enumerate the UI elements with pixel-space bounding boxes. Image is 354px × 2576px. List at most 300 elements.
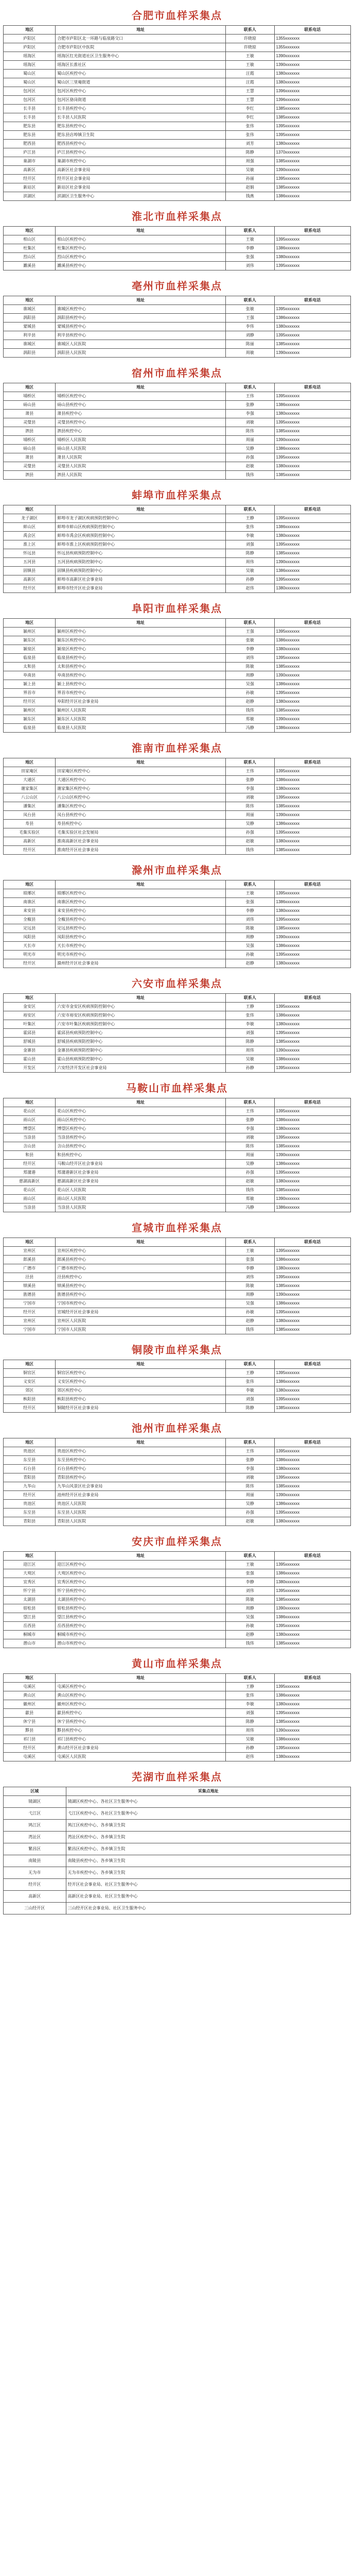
region-cell: 休宁县	[4, 1718, 56, 1726]
table-row	[4, 392, 351, 401]
phone-cell: 1355xxxxxxx	[274, 43, 351, 52]
region-cell: 凤台县	[4, 811, 56, 820]
column-header: 地址	[56, 1674, 226, 1683]
column-header: 联系人	[226, 619, 275, 628]
region-cell: 灵璧县	[4, 462, 56, 471]
region-cell: 泗县	[4, 471, 56, 480]
phone-cell: 1390xxxxxxx	[274, 933, 351, 942]
table-row	[4, 1177, 351, 1186]
region-cell: 含山县	[4, 1142, 56, 1151]
phone-cell: 1380xxxxxxx	[274, 1177, 351, 1186]
address-cell: 田家庵区疾控中心	[56, 767, 226, 776]
address-cell: 颍州区疾控中心	[56, 628, 226, 636]
region-cell: 全椒县	[4, 916, 56, 924]
section-title: 阜阳市血样采集点	[132, 603, 222, 615]
phone-cell: 1396xxxxxxx	[274, 87, 351, 96]
contact-cell: 张强	[226, 253, 275, 262]
address-cell: 铜陵经开区社会事业局	[56, 1404, 226, 1413]
phone-cell: 1370xxxxxxx	[274, 148, 351, 157]
phone-cell: 1395xxxxxxx	[274, 235, 351, 244]
column-header: 联系电话	[274, 994, 351, 1003]
region-cell: 石台县	[4, 1465, 56, 1473]
contact-cell: 王静	[226, 514, 275, 523]
phone-cell: 1386xxxxxxx	[274, 820, 351, 828]
contact-cell: 吴强	[226, 1613, 275, 1622]
region-cell: 望江县	[4, 1613, 56, 1622]
contact-cell: 郑敏	[226, 1195, 275, 1204]
region-cell: 郊区	[4, 1386, 56, 1395]
phone-cell: 1395xxxxxxx	[274, 889, 351, 898]
table-row	[4, 793, 351, 802]
table-header-row	[4, 296, 351, 305]
contact-cell: 张静	[226, 776, 275, 785]
contact-cell: 张敏	[226, 305, 275, 314]
phone-cell: 1386xxxxxxx	[274, 680, 351, 689]
column-header: 联系人	[226, 227, 275, 235]
region-cell: 绩溪县	[4, 1282, 56, 1291]
phone-cell: 1385xxxxxxx	[274, 1142, 351, 1151]
address-cell: 当涂县人民医院	[56, 1204, 226, 1212]
address-cell: 巢湖市疾控中心	[56, 157, 226, 166]
table-row	[4, 1744, 351, 1753]
region-cell: 怀远县	[4, 549, 56, 558]
column-header: 联系电话	[274, 383, 351, 392]
phone-cell: 1385xxxxxxx	[274, 549, 351, 558]
column-header: 地址	[56, 994, 226, 1003]
contact-cell: 吴敏	[226, 567, 275, 575]
section-chizhou	[3, 1420, 351, 1526]
contact-cell: 陈丽	[226, 340, 275, 349]
contact-cell: 钱伟	[226, 706, 275, 715]
table-row	[4, 70, 351, 78]
phone-cell: 1385xxxxxxx	[274, 1404, 351, 1413]
region-cell: 弋江区	[4, 1808, 66, 1820]
section-title: 六安市血样采集点	[132, 978, 222, 990]
section-tongling	[3, 1342, 351, 1413]
collection-point-table	[3, 1360, 351, 1413]
region-cell: 蜀山区	[4, 70, 56, 78]
address-cell: 全椒县疾控中心	[56, 916, 226, 924]
column-header: 联系人	[226, 505, 275, 514]
table-row	[4, 462, 351, 471]
region-cell: 高新区	[4, 575, 56, 584]
address-cell: 泗县疾控中心	[56, 427, 226, 436]
address-cell: 怀远县疾病预防控制中心	[56, 549, 226, 558]
table-row	[4, 959, 351, 968]
collection-point-table	[3, 1787, 351, 1914]
address-cell: 滨湖区卫生服务中心	[56, 192, 226, 201]
column-header: 联系电话	[274, 505, 351, 514]
column-header: 联系人	[226, 1438, 275, 1447]
table-row	[4, 253, 351, 262]
region-cell: 三山经开区	[4, 1903, 66, 1914]
table-row	[4, 1308, 351, 1317]
region-cell: 霍山县	[4, 1055, 56, 1064]
address-cell: 凤阳县疾控中心	[56, 933, 226, 942]
phone-cell: 1385xxxxxxx	[274, 105, 351, 113]
region-cell: 利辛县	[4, 331, 56, 340]
address-cell: 灵璧县疾控中心	[56, 418, 226, 427]
phone-cell: 1395xxxxxxx	[274, 1395, 351, 1404]
phone-cell: 1386xxxxxxx	[274, 445, 351, 453]
table-row	[4, 1386, 351, 1395]
table-row	[4, 715, 351, 724]
column-header: 联系人	[226, 1674, 275, 1683]
table-header-row	[4, 758, 351, 767]
contact-cell: 张静	[226, 1456, 275, 1465]
table-row	[4, 192, 351, 201]
contact-cell: 赵伟	[226, 1753, 275, 1761]
phone-cell: 1395xxxxxxx	[274, 1273, 351, 1282]
contact-cell: 李静	[226, 907, 275, 916]
table-row	[4, 1326, 351, 1334]
phone-cell: 1386xxxxxxx	[274, 244, 351, 253]
section-chuzhou	[3, 862, 351, 968]
address-cell: 蚌埠市蚌山区疾病预防控制中心	[56, 523, 226, 532]
address-cell: 埇桥区人民医院	[56, 436, 226, 445]
address-cell: 南谯区疾控中心	[56, 898, 226, 907]
phone-cell: 1395xxxxxxx	[274, 1247, 351, 1256]
phone-cell: 1385xxxxxxx	[274, 471, 351, 480]
contact-cell: 吴强	[226, 1299, 275, 1308]
section-title: 蚌埠市血样采集点	[132, 490, 222, 501]
contact-cell: 李伟	[226, 323, 275, 331]
address-cell: 鸠江区疾控中心、各乡镇卫生院	[66, 1820, 351, 1832]
region-cell: 舒城县	[4, 1038, 56, 1046]
table-row	[4, 1256, 351, 1264]
region-cell: 歙县	[4, 1709, 56, 1718]
table-row	[4, 933, 351, 942]
region-cell: 潜山市	[4, 1639, 56, 1648]
column-header: 联系电话	[274, 1438, 351, 1447]
region-cell: 黟县	[4, 1726, 56, 1735]
contact-cell: 刘伟	[226, 1587, 275, 1596]
table-row	[4, 1500, 351, 1509]
phone-cell: 1380xxxxxxx	[274, 1465, 351, 1473]
contact-cell: 周强	[226, 157, 275, 166]
region-cell: 龙子湖区	[4, 514, 56, 523]
address-cell: 贵池区人民医院	[56, 1500, 226, 1509]
address-cell: 蚌埠市淮上区疾病预防控制中心	[56, 540, 226, 549]
contact-cell: 王伟	[226, 1447, 275, 1456]
address-cell: 宁国市疾控中心	[56, 1299, 226, 1308]
region-cell: 义安区	[4, 1378, 56, 1386]
region-cell: 萧县	[4, 453, 56, 462]
phone-cell: 1386xxxxxxx	[274, 314, 351, 323]
phone-cell: 1380xxxxxxx	[274, 837, 351, 846]
section-title: 安庆市血样采集点	[132, 1536, 222, 1548]
table-row	[4, 1038, 351, 1046]
region-cell: 烈山区	[4, 253, 56, 262]
region-cell: 慈湖高新区	[4, 1177, 56, 1186]
table-row	[4, 1125, 351, 1133]
address-cell: 博望区疾控中心	[56, 1125, 226, 1133]
contact-cell: 李强	[226, 785, 275, 793]
region-cell: 屯溪区	[4, 1753, 56, 1761]
contact-cell: 许晓琼	[226, 43, 275, 52]
table-row	[4, 776, 351, 785]
column-header: 联系人	[226, 880, 275, 889]
region-cell: 经开区	[4, 846, 56, 855]
address-cell: 蜀山区三里庵街道	[56, 78, 226, 87]
address-cell: 谯城区人民医院	[56, 340, 226, 349]
phone-cell: 1395xxxxxxx	[274, 1107, 351, 1116]
table-row	[4, 942, 351, 951]
address-cell: 宣州区疾控中心	[56, 1247, 226, 1256]
column-header: 地区	[4, 758, 56, 767]
region-cell: 肥东县	[4, 122, 56, 131]
phone-cell: 1390xxxxxxx	[274, 166, 351, 175]
phone-cell: 1386xxxxxxx	[274, 401, 351, 410]
table-row	[4, 1808, 351, 1820]
phone-cell: 1390xxxxxxx	[274, 1291, 351, 1299]
contact-cell: 张强	[226, 1569, 275, 1578]
phone-cell: 1395xxxxxxx	[274, 628, 351, 636]
address-cell: 屯溪区疾控中心	[56, 1683, 226, 1691]
table-header-row	[4, 1787, 351, 1796]
collection-point-table	[3, 993, 351, 1073]
address-cell: 南陵县疾控中心、各乡镇卫生院	[66, 1855, 351, 1867]
table-header-row	[4, 505, 351, 514]
table-row	[4, 1578, 351, 1587]
phone-cell: 1385xxxxxxx	[274, 706, 351, 715]
address-cell: 怀宁县疾控中心	[56, 1587, 226, 1596]
column-header: 地址	[56, 880, 226, 889]
region-cell: 黄山区	[4, 1691, 56, 1700]
phone-cell: 1385xxxxxxx	[274, 663, 351, 671]
phone-cell: 1380xxxxxxx	[274, 698, 351, 706]
column-header: 地址	[56, 1552, 226, 1561]
region-cell: 砀山县	[4, 401, 56, 410]
phone-cell: 1390xxxxxxx	[274, 1491, 351, 1500]
contact-cell: 李红	[226, 105, 275, 113]
address-cell: 经开区社会事业局	[56, 175, 226, 183]
column-header: 联系人	[226, 26, 275, 35]
phone-cell: 1380xxxxxxx	[274, 78, 351, 87]
collection-point-table	[3, 505, 351, 593]
phone-cell: 1380xxxxxxx	[274, 323, 351, 331]
region-cell: 颍上县	[4, 680, 56, 689]
phone-cell: 1386xxxxxxx	[274, 1735, 351, 1744]
table-row	[4, 1369, 351, 1378]
phone-cell: 1380xxxxxxx	[274, 1264, 351, 1273]
region-cell: 颍东区	[4, 715, 56, 724]
column-header: 地址	[56, 296, 226, 305]
region-cell: 长丰县	[4, 105, 56, 113]
phone-cell: 1385xxxxxxx	[274, 183, 351, 192]
address-cell: 广德市疾控中心	[56, 1264, 226, 1273]
address-cell: 蚌埠市高新区社会事业局	[56, 575, 226, 584]
region-cell: 镜湖区	[4, 1796, 66, 1808]
region-cell: 叶集区	[4, 1020, 56, 1029]
phone-cell: 1380xxxxxxx	[274, 645, 351, 654]
column-header: 地址	[56, 1098, 226, 1107]
collection-point-table	[3, 618, 351, 733]
contact-cell: 钱伟	[226, 1326, 275, 1334]
phone-cell: 1380xxxxxxx	[274, 1020, 351, 1029]
section-luan	[3, 975, 351, 1073]
address-cell: 肥西县疾控中心	[56, 140, 226, 148]
table-row	[4, 820, 351, 828]
table-row	[4, 532, 351, 540]
table-header-row	[4, 227, 351, 235]
section-title: 宿州市血样采集点	[132, 368, 222, 379]
contact-cell: 李敏	[226, 1700, 275, 1709]
table-header-row	[4, 1674, 351, 1683]
phone-cell: 1355xxxxxxx	[274, 35, 351, 43]
column-header: 地址	[56, 26, 226, 35]
contact-cell: 孙强	[226, 1509, 275, 1517]
table-row	[4, 1273, 351, 1282]
phone-cell: 1380xxxxxxx	[274, 462, 351, 471]
column-header: 联系人	[226, 1098, 275, 1107]
address-cell: 三山经开区社会事业局、社区卫生服务中心	[66, 1903, 351, 1914]
contact-cell: 周静	[226, 1604, 275, 1613]
contact-cell: 钱伟	[226, 471, 275, 480]
contact-cell: 李红	[226, 113, 275, 122]
address-cell: 肥东县店埠镇卫生院	[56, 131, 226, 140]
collection-point-table	[3, 880, 351, 968]
address-cell: 枞阳县疾控中心	[56, 1395, 226, 1404]
region-cell: 砀山县	[4, 445, 56, 453]
table-row	[4, 1011, 351, 1020]
table-row	[4, 1020, 351, 1029]
address-cell: 宿松县疾控中心	[56, 1604, 226, 1613]
phone-cell: 1386xxxxxxx	[274, 942, 351, 951]
contact-cell: 赵敏	[226, 1177, 275, 1186]
collection-point-table	[3, 1098, 351, 1212]
table-row	[4, 663, 351, 671]
region-cell: 颍东区	[4, 636, 56, 645]
contact-cell: 钱燕	[226, 192, 275, 201]
phone-cell: 1395xxxxxxx	[274, 392, 351, 401]
address-cell: 宣州区人民医院	[56, 1317, 226, 1326]
table-row	[4, 418, 351, 427]
phone-cell: 1380xxxxxxx	[274, 140, 351, 148]
table-row	[4, 35, 351, 43]
phone-cell: 1385xxxxxxx	[274, 846, 351, 855]
region-cell: 宿松县	[4, 1604, 56, 1613]
region-cell: 琅琊区	[4, 889, 56, 898]
region-cell: 泾县	[4, 1273, 56, 1282]
contact-cell: 陈静	[226, 148, 275, 157]
contact-cell: 陈伟	[226, 802, 275, 811]
address-cell: 萧县人民医院	[56, 453, 226, 462]
table-row	[4, 811, 351, 820]
table-row	[4, 689, 351, 698]
contact-cell: 李敏	[226, 1020, 275, 1029]
contact-cell: 周敏	[226, 349, 275, 358]
table-row	[4, 340, 351, 349]
phone-cell: 1386xxxxxxx	[274, 1055, 351, 1064]
phone-cell: 1386xxxxxxx	[274, 776, 351, 785]
address-cell: 郎溪县疾控中心	[56, 1256, 226, 1264]
column-header: 区域	[4, 1787, 66, 1796]
address-cell: 明光市疾控中心	[56, 951, 226, 959]
address-cell: 弋江区疾控中心、各社区卫生服务中心	[66, 1808, 351, 1820]
phone-cell: 1380xxxxxxx	[274, 253, 351, 262]
region-cell: 岳西县	[4, 1622, 56, 1631]
table-header-row	[4, 1438, 351, 1447]
contact-cell: 刘芳	[226, 140, 275, 148]
phone-cell: 1395xxxxxxx	[274, 1029, 351, 1038]
contact-cell: 王敏	[226, 889, 275, 898]
region-cell: 经开区	[4, 1404, 56, 1413]
collection-point-table	[3, 226, 351, 270]
table-row	[4, 1867, 351, 1879]
phone-cell: 1390xxxxxxx	[274, 558, 351, 567]
address-cell: 颍东区人民医院	[56, 715, 226, 724]
table-row	[4, 1133, 351, 1142]
table-row	[4, 148, 351, 157]
contact-cell: 李强	[226, 1125, 275, 1133]
contact-cell: 张强	[226, 1256, 275, 1264]
address-cell: 包河区疾控中心	[56, 87, 226, 96]
table-row	[4, 654, 351, 663]
column-header: 联系电话	[274, 296, 351, 305]
section-suzhou	[3, 365, 351, 480]
column-header: 地区	[4, 1552, 56, 1561]
phone-cell: 1386xxxxxxx	[274, 567, 351, 575]
region-cell: 相山区	[4, 235, 56, 244]
contact-cell: 吴强	[226, 680, 275, 689]
table-row	[4, 916, 351, 924]
address-cell: 太湖县疾控中心	[56, 1596, 226, 1604]
table-row	[4, 105, 351, 113]
region-cell: 宁国市	[4, 1299, 56, 1308]
table-row	[4, 514, 351, 523]
address-cell: 黄山经开区社会事业局	[56, 1744, 226, 1753]
collection-point-table	[3, 25, 351, 201]
table-row	[4, 1569, 351, 1578]
contact-cell: 张静	[226, 401, 275, 410]
contact-cell: 王伟	[226, 1107, 275, 1116]
section-title: 淮北市血样采集点	[132, 211, 222, 223]
column-header: 联系电话	[274, 758, 351, 767]
phone-cell: 1395xxxxxxx	[274, 689, 351, 698]
contact-cell: 刘伟	[226, 654, 275, 663]
address-cell: 铜官区疾控中心	[56, 1369, 226, 1378]
address-cell: 无为市疾控中心、各乡镇卫生院	[66, 1867, 351, 1879]
phone-cell: 1395xxxxxxx	[274, 418, 351, 427]
table-row	[4, 131, 351, 140]
address-cell: 青阳县疾控中心	[56, 1473, 226, 1482]
region-cell: 和县	[4, 1151, 56, 1160]
phone-cell: 1390xxxxxxx	[274, 1195, 351, 1204]
address-cell: 郊区疾控中心	[56, 1386, 226, 1395]
address-cell: 利辛县疾控中心	[56, 331, 226, 340]
address-cell: 青阳县人民医院	[56, 1517, 226, 1526]
address-cell: 旌德县疾控中心	[56, 1291, 226, 1299]
region-cell: 经开区	[4, 1160, 56, 1168]
address-cell: 谢家集区疾控中心	[56, 785, 226, 793]
contact-cell: 周丽	[226, 1151, 275, 1160]
table-row	[4, 1517, 351, 1526]
region-cell: 潘集区	[4, 802, 56, 811]
contact-cell: 张静	[226, 1116, 275, 1125]
contact-cell: 冯静	[226, 724, 275, 733]
contact-cell: 王敏	[226, 235, 275, 244]
address-cell: 蚌埠市龙子湖区疾病预防控制中心	[56, 514, 226, 523]
phone-cell: 1396xxxxxxx	[274, 96, 351, 105]
contact-cell: 王慧	[226, 96, 275, 105]
table-row	[4, 1613, 351, 1622]
region-cell: 雨山区	[4, 1116, 56, 1125]
column-header: 地区	[4, 26, 56, 35]
phone-cell: 1380xxxxxxx	[274, 1517, 351, 1526]
table-row	[4, 445, 351, 453]
contact-cell: 张伟	[226, 1378, 275, 1386]
